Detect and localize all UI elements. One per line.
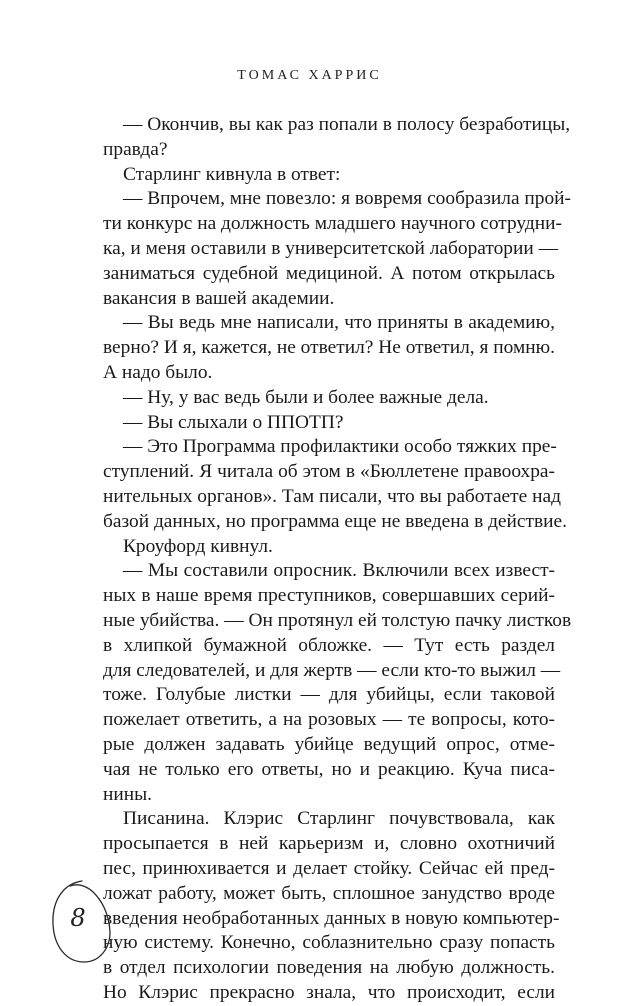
text-line: вакансия в вашей академии.	[103, 287, 335, 309]
text-line: ных в наше время преступников, совершавших серий-	[103, 585, 555, 607]
text-line: — Впрочем, мне повезло: я вовремя сообразила прой-	[123, 188, 572, 210]
text-line: нины.	[103, 783, 153, 805]
text-line: для следователей, и для жертв — если кто-то выжил —	[103, 659, 561, 681]
text-line: — Мы составили опросник. Включили всех извест-	[123, 560, 555, 582]
text-line: — Ну, у вас ведь были и более важные дела.	[123, 386, 489, 408]
running-title: ТОМАС ХАРРИС	[237, 68, 382, 83]
text-line: заниматься судебной медициной. А потом открылась	[103, 262, 555, 284]
text-line: в отдел психологии поведения на любую должность.	[103, 957, 555, 979]
text-line: Старлинг кивнула в ответ:	[123, 163, 341, 185]
text-line: тоже. Голубые листки — для убийцы, если таковой	[103, 684, 555, 706]
text-line: ти конкурс на должность младшего научного сотрудни-	[103, 213, 562, 235]
text-line: введения необработанных данных в новую компьютер-	[103, 907, 560, 929]
text-line: в хлипкой бумажной обложке. — Тут есть раздел	[103, 634, 555, 656]
page-number-badge	[48, 878, 118, 968]
page-number: 8	[70, 904, 86, 932]
text-line: — Вы ведь мне написали, что приняты в академию,	[123, 312, 555, 334]
text-line: чая не только его ответы, но и реакцию. Куча писа-	[103, 758, 555, 780]
text-line: базой данных, но программа еще не введена в действие.	[103, 510, 567, 532]
text-line: ные убийства. — Он протянул ей толстую пачку листков	[103, 609, 572, 631]
text-line: просыпается в ней карьеризм и, словно охотничий	[103, 833, 555, 855]
text-line: Кроуфорд кивнул.	[123, 535, 273, 557]
text-line: — Это Программа профилактики особо тяжких пре-	[123, 436, 557, 458]
text-line: Писанина. Клэрис Старлинг почувствовала, как	[123, 808, 555, 830]
text-line: — Вы слыхали о ППОТП?	[123, 411, 344, 433]
text-line: пес, принюхивается и делает стойку. Сейчас ей пред-	[103, 857, 555, 879]
text-line: рые должен задавать убийце ведущий опрос, отме-	[103, 733, 555, 755]
text-line: нительных органов». Там писали, что вы работаете над	[103, 485, 561, 507]
text-line: ступлений. Я читала об этом в «Бюллетене правоохра-	[103, 461, 555, 483]
text-line: правда?	[103, 138, 168, 160]
text-line: ную систему. Конечно, соблазнительно сразу попасть	[103, 932, 555, 954]
text-line: А надо было.	[103, 361, 213, 383]
text-line: — Окончив, вы как раз попали в полосу безработицы,	[123, 114, 571, 135]
body-text	[103, 113, 572, 1006]
text-line: ка, и меня оставили в университетской лаборатории —	[103, 237, 558, 259]
text-line: пожелает ответить, а на розовых — те вопросы, кото-	[103, 709, 555, 731]
text-line: ложат работу, может быть, сплошное занудство вроде	[103, 882, 555, 904]
text-line: Но Клэрис прекрасно знала, что происходит, если	[103, 981, 555, 1003]
text-line: верно? И я, кажется, не ответил? Не ответил, я помню.	[103, 337, 555, 359]
